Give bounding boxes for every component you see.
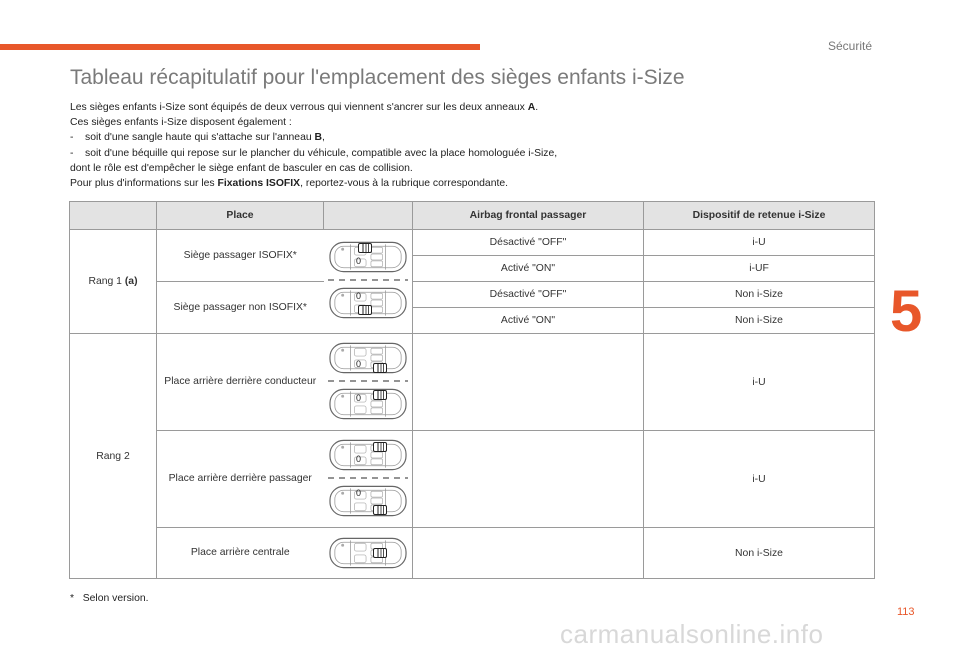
header-diagram: [324, 202, 413, 230]
accent-bar: [0, 44, 480, 50]
rang1-label: Rang 1 (a): [70, 230, 157, 334]
airbag-cell: Activé "ON": [413, 256, 644, 282]
place-rear-behind-passenger: Place arrière derrière passager: [157, 431, 324, 528]
footnote: * Selon version.: [70, 593, 149, 604]
table-row: [70, 528, 875, 579]
dispositif-cell: i-UF: [644, 256, 875, 282]
rang2-label: Rang 2: [70, 334, 157, 579]
front-seat-diagram: [327, 234, 409, 330]
intro-line: Pour plus d'informations sur les Fixations ISOFIX, reportez-vous à la rubrique correspondante.: [70, 178, 509, 190]
table-row: [70, 334, 875, 431]
child-seat-icon: [373, 549, 386, 558]
place-non-isofix-seat: Siège passager non ISOFIX*: [157, 282, 324, 334]
chapter-number: 5: [890, 279, 923, 344]
rear-driver-diagram: [324, 334, 413, 431]
child-seat-icon: [373, 443, 386, 452]
svg-text:0: 0: [355, 290, 361, 301]
rear-driver-seat-diagram: [327, 337, 409, 427]
airbag-cell: Désactivé "OFF": [413, 282, 644, 308]
child-seat-icon: [373, 391, 386, 400]
table-row: [70, 282, 875, 308]
rear-passenger-seat-diagram: [327, 434, 409, 524]
place-rear-center: Place arrière centrale: [157, 528, 324, 579]
header-airbag: Airbag frontal passager: [413, 202, 644, 230]
airbag-cell: Activé "ON": [413, 308, 644, 334]
svg-text:0: 0: [355, 454, 361, 464]
dispositif-cell: Non i-Size: [644, 282, 875, 308]
svg-text:0: 0: [355, 393, 361, 403]
child-seat-icon: [373, 364, 386, 373]
svg-text:0: 0: [355, 255, 361, 266]
dispositif-cell: Non i-Size: [644, 308, 875, 334]
isize-summary-table: [69, 201, 875, 579]
rang1-diagram: [324, 230, 413, 334]
dispositif-cell: Non i-Size: [644, 528, 875, 579]
page-number: 113: [897, 606, 915, 618]
intro-line: dont le rôle est d'empêcher le siège enfant de basculer en cas de collision.: [70, 162, 413, 174]
page-title: Tableau récapitulatif pour l'emplacement des sièges enfants i-Size: [70, 66, 685, 89]
svg-text:0: 0: [355, 359, 361, 369]
table-header-row: [70, 202, 875, 230]
header-dispositif: Dispositif de retenue i-Size: [644, 202, 875, 230]
rear-center-diagram: [324, 528, 413, 579]
child-seat-icon: [373, 506, 386, 515]
watermark: carmanualsonline.info: [560, 619, 824, 649]
airbag-cell: [413, 528, 644, 579]
section-title: Sécurité: [827, 39, 872, 53]
place-isofix-seat: Siège passager ISOFIX*: [157, 230, 324, 282]
intro-line: - soit d'une béquille qui repose sur le plancher du véhicule, compatible avec la place homologuée i-Size,: [70, 147, 558, 159]
intro-text: [70, 100, 690, 191]
intro-line: - soit d'une sangle haute qui s'attache sur l'anneau B,: [70, 132, 325, 144]
place-rear-behind-driver: Place arrière derrière conducteur: [157, 334, 324, 431]
header-rang: [70, 202, 157, 230]
dispositif-cell: i-U: [644, 431, 875, 528]
table-row: [70, 431, 875, 528]
airbag-cell: [413, 334, 644, 431]
dispositif-cell: i-U: [644, 334, 875, 431]
svg-text:0: 0: [355, 488, 361, 498]
rear-center-seat-diagram: [327, 533, 409, 573]
dispositif-cell: i-U: [644, 230, 875, 256]
airbag-cell: Désactivé "OFF": [413, 230, 644, 256]
child-seat-icon: [358, 305, 371, 314]
table-row: [70, 230, 875, 256]
child-seat-icon: [358, 243, 371, 252]
intro-line: Ces sièges enfants i-Size disposent également :: [70, 117, 292, 129]
rear-passenger-diagram: [324, 431, 413, 528]
airbag-cell: [413, 431, 644, 528]
header-place: Place: [157, 202, 324, 230]
intro-line: Les sièges enfants i-Size sont équipés de deux verrous qui viennent s'ancrer sur les deux anneaux A.: [70, 102, 539, 113]
